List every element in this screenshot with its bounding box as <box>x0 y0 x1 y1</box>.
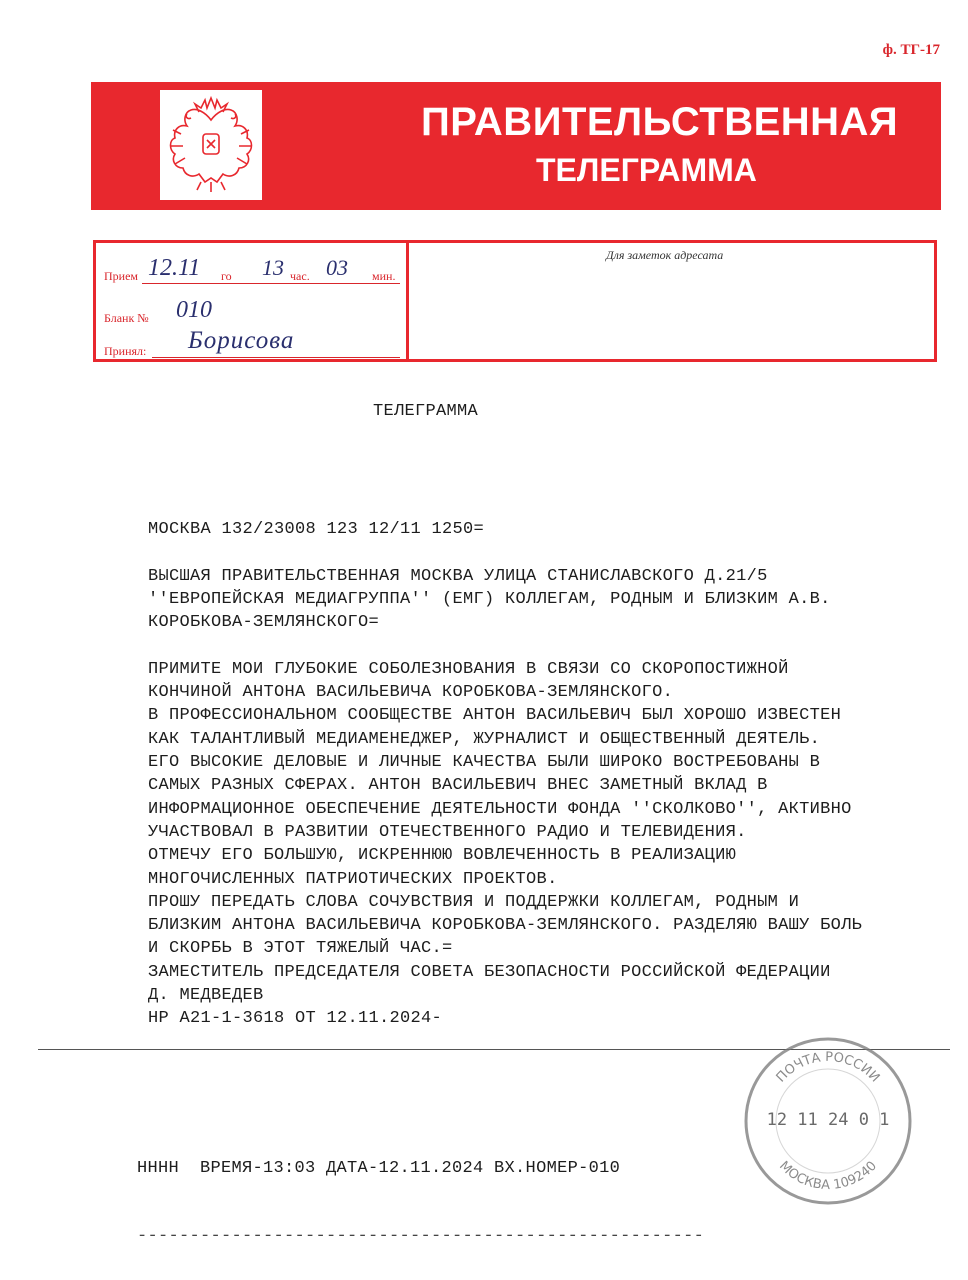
telegram-line: И СКОРБЬ В ЭТОТ ТЯЖЕЛЫЙ ЧАС.= <box>148 939 453 959</box>
hour-label: час. <box>290 269 310 283</box>
telegram-line: НР А21-1-3618 ОТ 12.11.2024- <box>148 1009 443 1029</box>
header-banner <box>91 82 941 210</box>
received-underline <box>142 283 400 284</box>
banner-title: ПРАВИТЕЛЬСТВЕННАЯ <box>421 100 899 144</box>
received-date: 12.11 <box>148 255 201 281</box>
telegram-line: В ПРОФЕССИОНАЛЬНОМ СООБЩЕСТВЕ АНТОН ВАСИЛЬЕВИЧ БЫЛ ХОРОШО ИЗВЕСТЕН <box>148 706 842 726</box>
telegram-line: ЗАМЕСТИТЕЛЬ ПРЕДСЕДАТЕЛЯ СОВЕТА БЕЗОПАСНОСТИ РОССИЙСКОЙ ФЕДЕРАЦИИ <box>148 962 831 982</box>
telegram-line: КОНЧИНОЙ АНТОНА ВАСИЛЬЕВИЧА КОРОБКОВА-ЗЕМЛЯНСКОГО. <box>148 683 674 703</box>
accepted-underline <box>152 357 400 358</box>
accepted-label: Принял: <box>104 344 147 358</box>
stamp-bottom-text: МОСКВА 109240 <box>776 1158 880 1194</box>
svg-text:ПОЧТА РОССИИ <box>774 1050 883 1086</box>
minute-label: мин. <box>372 269 396 283</box>
received-hour: 13 <box>262 255 284 280</box>
telegram-line: УЧАСТВОВАЛ В РАЗВИТИИ ОТЕЧЕСТВЕННОГО РАДИО И ТЕЛЕВИДЕНИЯ. <box>148 822 747 842</box>
received-minute: 03 <box>326 255 348 280</box>
stamp-date: 12 11 24 0 1 <box>766 1110 890 1130</box>
telegram-line: ПРИМИТЕ МОИ ГЛУБОКИЕ СОБОЛЕЗНОВАНИЯ В СВЯЗИ СО СКОРОПОСТИЖНОЙ <box>148 659 789 679</box>
telegram-line: ЕГО ВЫСОКИЕ ДЕЛОВЫЕ И ЛИЧНЫЕ КАЧЕСТВА БЫЛИ ШИРОКО ВОСТРЕБОВАНЫ В <box>148 753 821 772</box>
received-label: Прием <box>104 269 139 283</box>
telegram-line: САМЫХ РАЗНЫХ СФЕРАХ. АНТОН ВАСИЛЬЕВИЧ ВНЕС ЗАМЕТНЫЙ ВКЛАД В <box>148 776 768 796</box>
form-number-label: Бланк № <box>104 311 149 325</box>
accepted-signature: Борисова <box>188 327 295 354</box>
telegram-line: ''ЕВРОПЕЙСКАЯ МЕДИАГРУППА'' (ЕМГ) КОЛЛЕГАМ, РОДНЫМ И БЛИЗКИМ А.В. <box>148 589 831 609</box>
stamp-top-text: ПОЧТА РОССИИ <box>773 1049 883 1086</box>
reception-box <box>93 240 937 362</box>
dashed-line: ------------------------------------------------------ <box>137 1227 705 1246</box>
go-label: го <box>221 269 232 283</box>
form-number: 010 <box>176 297 212 323</box>
telegram-footer: НННН ВРЕМЯ-13:03 ДАТА-12.11.2024 ВХ.НОМЕР-010 <box>137 1159 621 1178</box>
telegram-line: ПРОШУ ПЕРЕДАТЬ СЛОВА СОЧУВСТВИЯ И ПОДДЕРЖКИ КОЛЛЕГАМ, РОДНЫМ И <box>148 892 800 912</box>
telegram-line: ИНФОРМАЦИОННОЕ ОБЕСПЕЧЕНИЕ ДЕЯТЕЛЬНОСТИ ФОНДА ''СКОЛКОВО'', АКТИВНО <box>148 799 852 819</box>
reception-fields <box>96 243 409 359</box>
telegram-line: КОРОБКОВА-ЗЕМЛЯНСКОГО= <box>148 613 380 633</box>
telegram-line: БЛИЗКИМ АНТОНА ВАСИЛЬЕВИЧА КОРОБКОВА-ЗЕМЛЯНСКОГО. РАЗДЕЛЯЮ ВАШУ БОЛЬ <box>148 916 863 936</box>
telegram-line: Д. МЕДВЕДЕВ <box>148 986 264 1005</box>
coat-of-arms-emblem <box>160 90 262 200</box>
telegram-line: МОСКВА 132/23008 123 12/11 1250= <box>148 520 485 539</box>
telegram-line: КАК ТАЛАНТЛИВЫЙ МЕДИАМЕНЕДЖЕР, ЖУРНАЛИСТ И ОБЩЕСТВЕННЫЙ ДЕЯТЕЛЬ. <box>148 729 821 749</box>
svg-text:МОСКВА 109240 <box>776 1159 880 1194</box>
telegram-line: МНОГОЧИСЛЕННЫХ ПАТРИОТИЧЕСКИХ ПРОЕКТОВ. <box>148 869 558 889</box>
telegram-line: ОТМЕЧУ ЕГО БОЛЬШУЮ, ИСКРЕННЮЮ ВОВЛЕЧЕННОСТЬ В РЕАЛИЗАЦИЮ <box>148 846 737 866</box>
telegram-line: ВЫСШАЯ ПРАВИТЕЛЬСТВЕННАЯ МОСКВА УЛИЦА СТАНИСЛАВСКОГО Д.21/5 <box>148 566 768 586</box>
banner-subtitle: ТЕЛЕГРАММА <box>536 152 757 188</box>
form-code: ф. ТГ-17 <box>882 42 940 58</box>
double-headed-eagle-icon <box>160 90 262 200</box>
notes-label: Для заметок адресата <box>606 248 724 262</box>
postal-stamp <box>740 1033 915 1208</box>
telegram-heading: ТЕЛЕГРАММА <box>373 402 479 421</box>
